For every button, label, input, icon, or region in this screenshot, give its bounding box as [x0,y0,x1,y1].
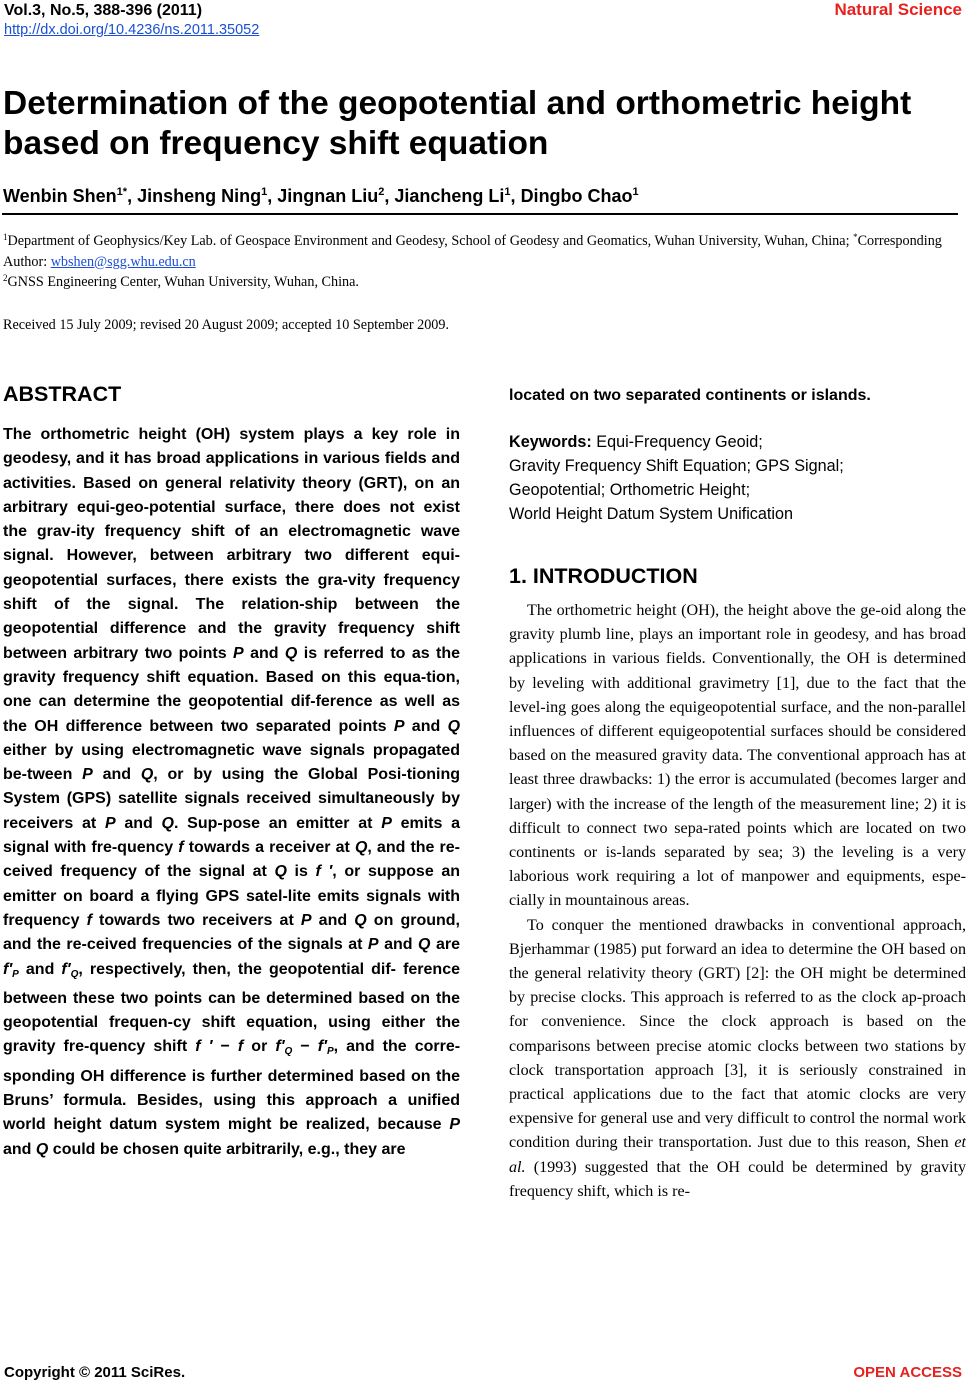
abstract-text: and [243,644,285,662]
intro-heading: 1. INTRODUCTION [509,564,698,588]
intro-text-italic: et al. [509,1134,966,1176]
abstract-text: emits a signal with fre-quency [3,814,460,857]
math-subscript: Q [70,968,79,980]
math-var: P [367,936,379,954]
author-name: Dingbo Chao [520,186,633,206]
author-list [3,186,639,207]
keyword-item: World Height Datum System Unification [509,505,793,523]
abstract-text: and [18,960,62,978]
abstract-text: either by using electromagnetic wave signals propagated be-tween [3,741,460,784]
abstract-body [3,423,460,1162]
abstract-text: could be chosen quite arbitrarily, e.g., they are [48,1140,406,1158]
keywords-block [509,430,966,526]
received-dates: Received 15 July 2009; revised 20 August 2009; accepted 10 September 2009. [3,317,450,333]
author-name: Jinsheng Ning [137,186,262,206]
affiliation-text: Department of Geophysics/Key Lab. of Geospace Environment and Geodesy, School of Geodesy and Geomatics, Wuhan University, Wuhan, China; [7,233,854,249]
math-var: f′ [61,960,71,978]
abstract-text: and [3,1140,36,1158]
abstract-text: , or suppose an emitter on board a flying GPS satel-lite emits signals with frequency [3,863,461,929]
abstract-text: are [430,936,460,954]
abstract-text: and [115,814,162,832]
title-divider [2,213,958,215]
math-subscript: P [12,968,19,980]
author-sup: 1* [116,186,128,198]
author-sep: , [267,186,278,206]
math-var: P [300,911,312,929]
math-subscript: P [326,1046,334,1058]
abstract-text: , respectively, then, the geopotential dif- ference between these two points can be determined based on the geopotential frequen-cy shift equation, using either the gravity fre-quency shift [3,960,460,1056]
math-var: f ′ [195,1038,213,1056]
journal-name: Natural Science [834,0,962,19]
journal-volume: Vol.3, No.5, 388-396 (2011) [4,2,203,19]
corresponding-sup: * [853,232,858,242]
math-var: Q [35,1140,49,1158]
math-var: f′ [317,1038,327,1056]
intro-body [509,599,966,1204]
math-var: P [233,644,244,662]
left-column [3,382,460,1162]
math-var: f [178,839,184,857]
abstract-text: towards two receivers at [91,911,301,929]
paper-title: Determination of the geopotential and orthometric height based on frequency shift equation [3,85,912,162]
math-var: Q [418,936,431,954]
math-var: Q [161,814,174,832]
intro-text: To conquer the mentioned drawbacks in conventional approach, Bjerhammar (1985) put forward an idea to determine the OH based on the general relativity theory (GRT) [2]: the OH might be determined by precise clocks. This approach is referred to as the clock ap-proach for convenience. Since the clock approach is based on the comparisons between precise atomic clocks between two stations by clock transportation approach [3], it is seriously constrained in practical applications due to the fact that atomic clocks are very expensive for general use and very difficult to control the normal work condition during their transportation. Just due to this reason, Shen [509,916,966,1152]
abstract-text: . Sup-pose an emitter at [173,814,382,832]
author-sep: , [510,186,521,206]
abstract-text: and [404,717,448,735]
right-column [509,384,966,1204]
intro-paragraph-1: The orthometric height (OH), the height above the ge-oid along the gravity plumb line, plays an important role in geodesy, and has broad applications in various fields. Conventionally, the OH is determined by leveling with additional gravimetry [1], due to the fact that the level-ing goes along the equigeopotential surface, and the non-parallel influences of different equigeopotential surfaces should be considered based on the measured gravity data. The conventional approach has at least three drawbacks: 1) the error is accumulated (becomes larger and larger) with the increase of the length of the measurement line; 2) it is difficult to connect two sepa-rated points which are located on two continents or is-lands separated by sea; 3) the leveling is a very laborious work requiring a lot of manpower and equipments, espe-cially in mountainous areas. [509,602,966,910]
author-name: Wenbin Shen [3,186,117,206]
math-var: Q [274,863,287,881]
math-var: Q [140,766,154,784]
author-sup: 1 [504,186,511,198]
author-name: Jingnan Liu [277,186,379,206]
doi-link[interactable]: http://dx.doi.org/10.4236/ns.2011.35052 [4,22,260,38]
affiliation-2 [3,272,965,293]
author-name: Jiancheng Li [394,186,505,206]
affiliations [3,231,965,293]
abstract-text: , and the corre-sponding OH difference is further determined based on the Bruns’ formula. Besides, using this approach a unified world height datum system might be realized, because [3,1038,461,1134]
math-op: − [292,1038,318,1056]
math-var: P [82,766,93,784]
author-sup: 1 [632,186,639,198]
abstract-text: is referred to as the gravity frequency shift equation. Based on this equa-tion, one can determine the geopotential dif-ference as well as the OH difference between two separated points [3,644,460,735]
math-var: f [86,911,92,929]
keyword-item: Geopotential; Orthometric Height; [509,481,751,499]
intro-paragraph-2 [509,914,966,1204]
math-var: P [449,1116,460,1134]
math-var: P [393,717,405,735]
author-sep: , [127,186,138,206]
keyword-item: Equi-Frequency Geoid; [596,433,763,451]
math-var: P [104,814,116,832]
keyword-item: Gravity Frequency Shift Equation; GPS Signal; [509,457,844,475]
abstract-text: and [92,766,141,784]
email-link[interactable]: wbshen@sgg.whu.edu.cn [50,253,196,270]
abstract-text: is [286,863,316,881]
affiliation-sup: 2 [3,273,8,283]
abstract-continuation: located on two separated continents or islands. [509,387,871,404]
abstract-text: The orthometric height (OH) system plays a key role in geodesy, and it has broad applications in various fields and activities. Based on general relativity theory (GRT), on an arbitrary equi-geo-potential surface, there does not exist the grav-ity frequency shift of an electromagnetic wave signal. However, between arbitrary two different equi-geopotential surfaces, there exists the gra-vity frequency shift of the signal. The relation-ship between the geopotential difference and the gravity frequency shift between arbitrary two points [3,426,460,662]
abstract-text: and [378,936,419,954]
math-var: Q [354,911,367,929]
intro-text: (1993) suggested that the OH could be determined by gravity frequency shift, which is re- [509,1158,966,1200]
math-subscript: Q [284,1046,293,1058]
keywords-label: Keywords: [509,433,592,451]
open-access-label: OPEN ACCESS [853,1364,962,1381]
abstract-text: , or by using the Global Posi-tioning System (GPS) satellite signals received simultaneously by receivers at [3,766,461,832]
author-sup: 1 [261,186,268,198]
math-var: f′ [275,1038,285,1056]
math-var: f [237,1038,244,1056]
math-op: − [212,1038,238,1056]
math-var: Q [447,717,461,735]
affiliation-sup: 1 [3,232,8,242]
math-var: Q [284,644,298,662]
math-var: P [381,814,392,832]
abstract-text: and [311,911,355,929]
abstract-text: , and the re-ceived frequency of the signal at [3,839,461,881]
math-var: Q [354,839,368,857]
author-sup: 2 [378,186,385,198]
affiliation-text: GNSS Engineering Center, Wuhan University, Wuhan, China. [7,274,359,290]
math-var: f′ [3,960,13,978]
abstract-text: towards a receiver at [183,839,355,857]
affiliation-1 [3,231,965,272]
abstract-heading: ABSTRACT [3,382,122,406]
abstract-text: or [243,1038,276,1056]
author-sep: , [384,186,395,206]
abstract-text: on ground, and the re-ceived frequencies of the signals at [3,911,460,954]
copyright: Copyright © 2011 SciRes. [4,1364,186,1381]
corresponding-label: Corresponding Author: [3,233,942,270]
math-var: f ′ [315,863,333,881]
